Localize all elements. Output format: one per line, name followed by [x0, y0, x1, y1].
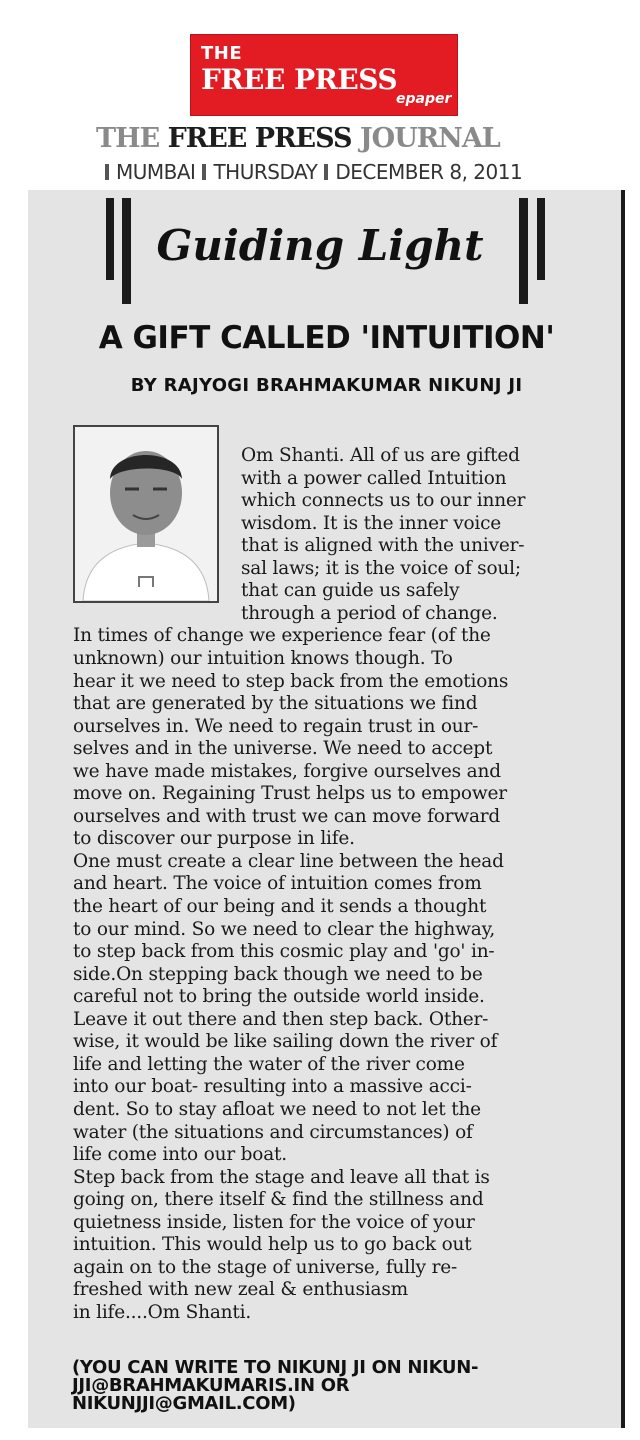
article-body-line: that is aligned with the univer- — [241, 535, 525, 557]
dateline-separator — [202, 164, 206, 180]
article-body-line: Om Shanti. All of us are gifted — [241, 445, 520, 466]
article-body-line: side.On stepping back though we need to be — [73, 963, 483, 985]
dateline — [98, 160, 522, 184]
article-body-line: selves and in the universe. We need to accept — [73, 738, 493, 760]
article-body-line: wisdom. It is the inner voice — [241, 512, 502, 534]
contact-info — [72, 1359, 478, 1413]
article-body-line: to our mind. So we need to clear the highway, — [73, 918, 496, 940]
article-body-line: unknown) our intuition knows though. To — [73, 647, 453, 669]
contact-line: NIKUNJJI@GMAIL.COM) — [72, 1393, 296, 1414]
article-body-line: Step back from the stage and leave all that is — [73, 1166, 490, 1188]
article-body-line: ourselves in. We need to regain trust in our- — [73, 715, 479, 737]
logo-line-2: FREE PRESS — [201, 63, 398, 96]
masthead-part-2: FREE PRESS — [167, 123, 352, 154]
article-body-line: freshed with new zeal & enthusiasm — [73, 1279, 408, 1301]
masthead-part-1: THE — [96, 123, 168, 154]
dateline-date: DECEMBER 8, 2011 — [335, 160, 523, 184]
article-body-line: to step back from this cosmic play and 'go' in- — [73, 941, 495, 963]
article-body-line: to discover our purpose in life. — [73, 828, 355, 850]
article-body-line: which connects us to our inner — [241, 490, 526, 512]
article-body-line: in life....Om Shanti. — [73, 1301, 252, 1323]
article-headline: A GIFT CALLED 'INTUITION' — [98, 320, 555, 356]
article-body-line: quietness inside, listen for the voice of your — [73, 1211, 475, 1233]
article-body-line: dent. So to stay afloat we need to not let the — [73, 1098, 481, 1120]
article-body-line: One must create a clear line between the head — [73, 850, 504, 872]
article-body-line: that are generated by the situations we find — [73, 693, 478, 715]
article-body-line: intuition. This would help us to go back out — [73, 1234, 472, 1256]
article-body-line: In times of change we experience fear (of the — [73, 625, 491, 647]
article-body-line: through a period of change. — [241, 602, 498, 624]
dateline-separator — [324, 164, 328, 180]
column-title: Guiding Light — [156, 221, 484, 270]
dateline-day: THURSDAY — [213, 160, 318, 184]
author-photo — [73, 425, 219, 603]
article-body-line: into our boat- resulting into a massive acci- — [73, 1076, 472, 1098]
article-body-line: life come into our boat. — [73, 1144, 287, 1166]
dateline-separator — [105, 164, 109, 180]
article-body-line: move on. Regaining Trust helps us to empower — [73, 783, 507, 805]
article-body-line: with a power called Intuition — [241, 467, 507, 489]
article-body-line: that can guide us safely — [241, 580, 460, 602]
article-body-line: life and letting the water of the river come — [73, 1053, 465, 1075]
author-portrait-image — [75, 427, 217, 601]
article-body-line: sal laws; it is the voice of soul; — [241, 557, 521, 579]
article-body-line: careful not to bring the outside world inside. — [73, 986, 485, 1008]
article-body-line: we have made mistakes, forgive ourselves and — [73, 760, 501, 782]
newspaper-masthead — [96, 124, 556, 154]
article-body-line: Leave it out there and then step back. Other- — [73, 1008, 489, 1030]
logo-suffix: epaper — [396, 91, 452, 107]
masthead-part-3: JOURNAL — [351, 123, 500, 154]
logo-line-1: THE — [201, 43, 243, 64]
article-body-line: water (the situations and circumstances) of — [73, 1121, 473, 1143]
dateline-city: MUMBAI — [116, 160, 196, 184]
contact-line: (YOU CAN WRITE TO NIKUNJ JI ON NIKUN- — [72, 1357, 479, 1378]
article-body-line: hear it we need to step back from the emotions — [73, 670, 509, 692]
free-press-epaper-logo[interactable] — [190, 34, 458, 116]
contact-line: JJI@BRAHMAKUMARIS.IN OR — [72, 1375, 350, 1396]
article-body-line: again on to the stage of universe, fully re- — [73, 1256, 458, 1278]
article-byline: BY RAJYOGI BRAHMAKUMAR NIKUNJ JI — [130, 375, 523, 396]
article-body-line: going on, there itself & find the stillness and — [73, 1189, 484, 1211]
article-body-line: wise, it would be like sailing down the river of — [73, 1031, 498, 1053]
article-body-line: and heart. The voice of intuition comes from — [73, 873, 482, 895]
article-body-line: ourselves and with trust we can move forward — [73, 805, 501, 827]
article-body-line: the heart of our being and it sends a thought — [73, 896, 487, 917]
